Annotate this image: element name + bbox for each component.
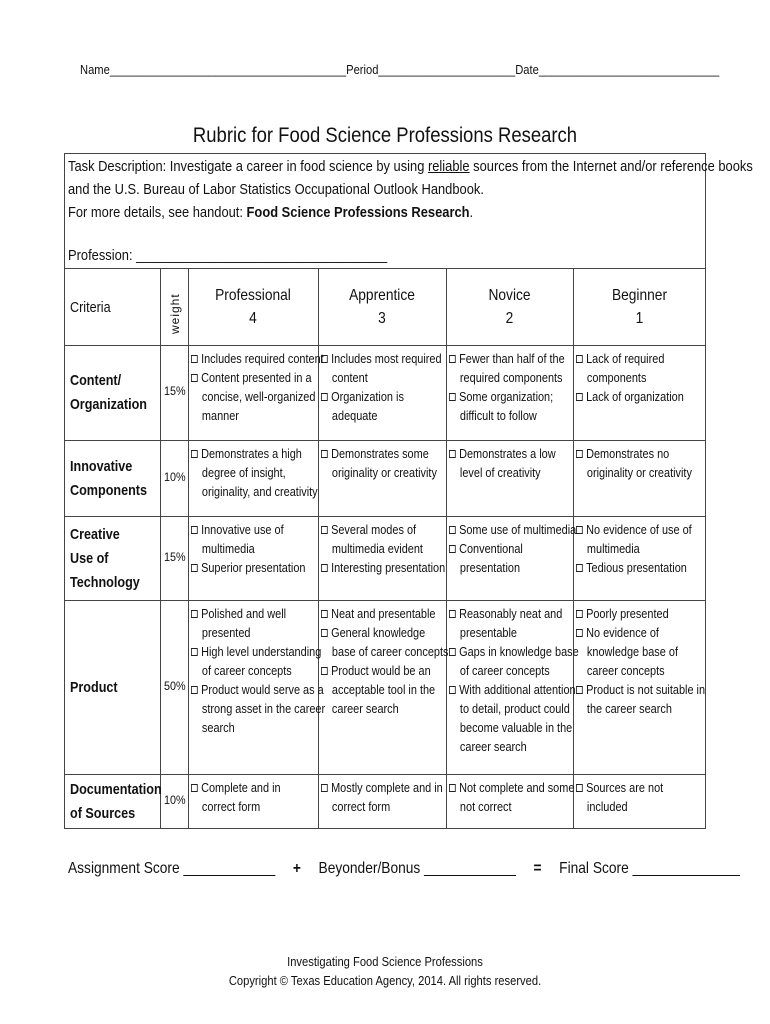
grid-line (188, 268, 189, 829)
assignment-score-field[interactable]: ____________ (183, 860, 276, 877)
criterion-item-line (449, 387, 565, 406)
checkbox-icon[interactable] (449, 450, 456, 458)
criterion-item-line (449, 349, 565, 368)
weight-value: 10% (164, 793, 186, 807)
criterion-text: No evidence of (586, 625, 659, 640)
score-summary (68, 860, 740, 878)
checkbox-icon[interactable] (576, 393, 583, 401)
criterion-text: No evidence of use of (586, 522, 692, 537)
level-name: Beginner (611, 287, 668, 304)
criteria-line: Documentation (70, 781, 162, 798)
level-score: 1 (635, 310, 644, 327)
level-name: Professional (215, 287, 291, 304)
criterion-text: difficult to follow (459, 408, 537, 423)
criterion-text: Innovative use of (201, 522, 284, 537)
criteria-line: Creative (70, 525, 120, 543)
criterion-item-line (576, 642, 705, 661)
rubric-cell (449, 349, 565, 425)
rubric-cell (191, 778, 281, 816)
criterion-text: career search (331, 701, 399, 716)
criterion-text: With additional attention (459, 682, 576, 697)
criterion-text: Demonstrates a low (459, 446, 556, 461)
criterion-text: knowledge base of (586, 644, 678, 659)
rubric-cell (449, 444, 556, 482)
equals-sign: = (533, 860, 542, 877)
criterion-item-line (321, 604, 448, 623)
checkbox-icon[interactable] (191, 374, 198, 382)
rubric-cell (576, 778, 663, 816)
criterion-text: Sources are not (586, 780, 664, 795)
page-title: Rubric for Food Science Professions Research (192, 124, 578, 147)
criterion-item-line (191, 406, 324, 425)
weight-value: 50% (164, 678, 186, 693)
rubric-cell (321, 520, 445, 577)
criteria-label (70, 455, 147, 503)
criterion-item-line (576, 680, 705, 699)
criterion-item-line (576, 520, 692, 539)
checkbox-icon[interactable] (576, 564, 583, 572)
checkbox-icon[interactable] (191, 355, 198, 363)
weight-value: 10% (164, 469, 186, 484)
profession-field[interactable]: ___________________________________ (136, 247, 388, 264)
criterion-text: Content presented in a (201, 370, 312, 385)
criterion-item-line (321, 387, 442, 406)
criterion-text: Demonstrates no (586, 446, 670, 461)
criterion-text: Demonstrates some (331, 446, 429, 461)
criterion-text: of career concepts (459, 663, 550, 678)
task-line-1-suffix: sources from the Internet and/or reference books (469, 158, 753, 175)
criterion-text: the career search (586, 701, 672, 716)
criterion-item-line (449, 680, 579, 699)
criterion-item-line (321, 642, 448, 661)
criterion-text: base of career concepts (331, 644, 449, 659)
criterion-text: Organization is (331, 389, 404, 404)
criterion-item-line (449, 642, 579, 661)
criterion-text: acceptable tool in the (331, 682, 436, 697)
criterion-item-line (191, 558, 306, 577)
criterion-text: Mostly complete and in (331, 780, 443, 795)
criterion-item-line (191, 661, 325, 680)
task-line-3-suffix: . (469, 204, 474, 221)
criteria-label (70, 369, 147, 417)
criterion-item-line (321, 520, 445, 539)
criterion-text: content (331, 370, 368, 385)
level-score: 4 (249, 310, 257, 327)
rubric-cell (191, 520, 306, 577)
criterion-text: multimedia (201, 541, 255, 556)
criterion-item-line (449, 737, 579, 756)
criterion-item-line (191, 699, 325, 718)
checkbox-icon[interactable] (191, 648, 198, 656)
criterion-item-line (449, 623, 579, 642)
criterion-text: strong asset in the career (201, 701, 326, 716)
criterion-item-line (321, 623, 448, 642)
task-line-1 (68, 155, 753, 178)
criterion-text: career concepts (586, 663, 665, 678)
criterion-text: presentable (459, 625, 518, 640)
final-score-field[interactable]: ______________ (632, 860, 740, 877)
checkbox-icon[interactable] (321, 564, 328, 572)
criteria-label (70, 523, 140, 595)
criterion-item-line (576, 539, 692, 558)
criterion-item-line (321, 797, 443, 816)
criterion-item-line (576, 368, 684, 387)
name-field[interactable]: ______________________________________ (109, 62, 347, 77)
criterion-item-line (449, 406, 565, 425)
rubric-cell (191, 604, 325, 737)
level-header-novice (455, 284, 564, 330)
checkbox-icon[interactable] (191, 450, 198, 458)
criterion-item-line (191, 642, 325, 661)
task-line-2: and the U.S. Bureau of Labor Statistics Occupational Outlook Handbook. (68, 181, 484, 198)
checkbox-icon[interactable] (576, 355, 583, 363)
footer-title: Investigating Food Science Professions (287, 954, 483, 969)
criterion-item-line (449, 778, 574, 797)
criteria-line: of Sources (70, 805, 136, 822)
criterion-text: Includes required content (201, 351, 324, 366)
criterion-text: Reasonably neat and (459, 606, 563, 621)
criterion-item-line (191, 444, 318, 463)
criteria-label (70, 778, 162, 826)
criterion-text: Gaps in knowledge base (459, 644, 579, 659)
checkbox-icon[interactable] (321, 667, 328, 675)
criterion-item-line (321, 558, 445, 577)
criterion-item-line (576, 699, 705, 718)
criterion-text: presentation (459, 560, 521, 575)
level-header-apprentice (327, 284, 437, 330)
checkbox-icon[interactable] (321, 610, 328, 618)
criterion-item-line (191, 778, 281, 797)
criterion-text: Product would be an (331, 663, 431, 678)
criterion-item-line (321, 661, 448, 680)
criterion-text: correct form (201, 799, 261, 814)
criterion-text: Some use of multimedia (459, 522, 577, 537)
criterion-item-line (321, 406, 442, 425)
criterion-item-line (321, 699, 448, 718)
criterion-text: correct form (331, 799, 391, 814)
criteria-line: Content/ (70, 372, 122, 389)
criterion-text: components (586, 370, 647, 385)
checkbox-icon[interactable] (191, 526, 198, 534)
criterion-text: Polished and well (201, 606, 287, 621)
criterion-text: Lack of required (586, 351, 665, 366)
criterion-item-line (321, 680, 448, 699)
checkbox-icon[interactable] (449, 393, 456, 401)
criterion-item-line (449, 699, 579, 718)
task-description (68, 155, 753, 224)
level-name: Novice (488, 287, 531, 304)
criterion-item-line (576, 558, 692, 577)
criterion-item-line (449, 718, 579, 737)
criterion-item-line (191, 797, 281, 816)
date-label: Date (515, 62, 539, 77)
criteria-line: Product (70, 678, 118, 696)
rubric-cell (449, 604, 579, 756)
criterion-item-line (191, 623, 325, 642)
assignment-score-label: Assignment Score (68, 860, 180, 877)
task-line-3 (68, 201, 730, 224)
criterion-item-line (576, 661, 705, 680)
criterion-text: General knowledge (331, 625, 426, 640)
rubric-cell (576, 604, 705, 718)
criteria-line: Use of (70, 549, 109, 567)
criterion-text: Tedious presentation (586, 560, 687, 575)
criterion-item-line (576, 463, 692, 482)
criterion-text: Includes most required (331, 351, 442, 366)
criterion-item-line (191, 520, 306, 539)
criterion-text: concise, well-organized (201, 389, 316, 404)
checkbox-icon[interactable] (576, 526, 583, 534)
criterion-item-line (321, 444, 437, 463)
criterion-item-line (191, 718, 325, 737)
checkbox-icon[interactable] (449, 686, 456, 694)
criterion-text: required components (459, 370, 563, 385)
checkbox-icon[interactable] (449, 355, 456, 363)
criterion-text: of career concepts (201, 663, 292, 678)
checkbox-icon[interactable] (191, 564, 198, 572)
checkbox-icon[interactable] (576, 610, 583, 618)
criteria-label (70, 676, 118, 700)
final-score-label: Final Score (559, 860, 629, 877)
rubric-cell (191, 444, 318, 501)
copyright: Copyright © Texas Education Agency, 2014. All rights reserved. (228, 973, 542, 988)
task-line-3-prefix: For more details, see handout: (68, 204, 247, 221)
rubric-cell (321, 349, 442, 425)
criterion-text: become valuable in the (459, 720, 573, 735)
criterion-item-line (191, 539, 306, 558)
checkbox-icon[interactable] (191, 610, 198, 618)
weight-value: 15% (164, 549, 186, 564)
criterion-item-line (449, 558, 576, 577)
criterion-text: Product is not suitable in (586, 682, 706, 697)
rubric-cell (321, 604, 448, 718)
checkbox-icon[interactable] (191, 686, 198, 694)
criterion-text: originality, and creativity (201, 484, 318, 499)
criterion-text: search (201, 720, 235, 735)
handout-title: Food Science Professions Research (246, 204, 470, 221)
checkbox-icon[interactable] (321, 629, 328, 637)
criterion-text: career search (459, 739, 527, 754)
criteria-line: Components (70, 481, 148, 499)
criterion-item-line (191, 387, 324, 406)
grid-line (446, 268, 447, 829)
criterion-item-line (191, 604, 325, 623)
criterion-item-line (449, 368, 565, 387)
checkbox-icon[interactable] (191, 784, 198, 792)
checkbox-icon[interactable] (321, 393, 328, 401)
criterion-text: multimedia (586, 541, 640, 556)
level-name: Apprentice (349, 287, 415, 304)
criterion-text: Poorly presented (586, 606, 669, 621)
criterion-text: not correct (459, 799, 512, 814)
weight-header: weight (168, 293, 182, 334)
criterion-item-line (576, 604, 705, 623)
criterion-text: Superior presentation (201, 560, 306, 575)
rubric-cell (576, 349, 684, 406)
date-field[interactable]: _____________________________ (538, 62, 720, 77)
checkbox-icon[interactable] (321, 355, 328, 363)
criterion-text: Product would serve as a (201, 682, 324, 697)
bonus-label: Beyonder/Bonus (318, 860, 421, 877)
rubric-cell (321, 444, 437, 482)
criteria-line: Innovative (70, 457, 133, 475)
criterion-item-line (449, 604, 579, 623)
reliable-emphasis: reliable (427, 158, 470, 175)
criterion-text: Lack of organization (586, 389, 684, 404)
rubric-cell (191, 349, 324, 425)
criterion-text: Several modes of (331, 522, 417, 537)
criterion-item-line (191, 349, 324, 368)
level-header-beginner (582, 284, 696, 330)
criterion-text: degree of insight, (201, 465, 286, 480)
criterion-text: Complete and in (201, 780, 281, 795)
period-field[interactable]: ______________________ (378, 62, 516, 77)
checkbox-icon[interactable] (321, 526, 328, 534)
checkbox-icon[interactable] (449, 784, 456, 792)
criterion-item-line (191, 368, 324, 387)
criterion-item-line (576, 623, 705, 642)
criterion-text: included (586, 799, 628, 814)
criterion-item-line (449, 444, 556, 463)
criteria-line: Technology (70, 573, 140, 591)
criterion-item-line (321, 349, 442, 368)
weight-value: 15% (164, 384, 186, 398)
footer (54, 952, 716, 990)
period-label: Period (346, 62, 379, 77)
plus-sign: + (292, 860, 301, 877)
criteria-line: Organization (70, 396, 148, 413)
criterion-item-line (191, 482, 318, 501)
criterion-item-line (449, 661, 579, 680)
name-label: Name (80, 62, 110, 77)
checkbox-icon[interactable] (449, 545, 456, 553)
checkbox-icon[interactable] (576, 686, 583, 694)
rubric-cell (321, 778, 443, 816)
criterion-item-line (576, 778, 663, 797)
criterion-text: Fewer than half of the (459, 351, 565, 366)
checkbox-icon[interactable] (321, 784, 328, 792)
grid-line (160, 268, 161, 829)
checkbox-icon[interactable] (321, 450, 328, 458)
criterion-text: manner (201, 408, 239, 423)
criterion-text: multimedia evident (331, 541, 423, 556)
criterion-text: Conventional (459, 541, 523, 556)
rubric-cell (576, 444, 692, 482)
bonus-field[interactable]: ____________ (424, 860, 516, 877)
rubric-cell (576, 520, 692, 577)
criterion-item-line (576, 797, 663, 816)
criterion-item-line (576, 444, 692, 463)
checkbox-icon[interactable] (449, 648, 456, 656)
criterion-item-line (449, 797, 574, 816)
criterion-text: Demonstrates a high (201, 446, 302, 461)
criterion-text: originality or creativity (331, 465, 437, 480)
checkbox-icon[interactable] (449, 610, 456, 618)
level-score: 3 (378, 310, 386, 327)
criterion-text: level of creativity (459, 465, 541, 480)
criterion-item-line (321, 368, 442, 387)
criterion-text: presented (201, 625, 251, 640)
criterion-item-line (321, 778, 443, 797)
criterion-text: Not complete and some (459, 780, 575, 795)
checkbox-icon[interactable] (576, 629, 583, 637)
criterion-item-line (576, 387, 684, 406)
criterion-text: Interesting presentation (331, 560, 446, 575)
criterion-text: High level understanding (201, 644, 322, 659)
criterion-text: Some organization; (459, 389, 554, 404)
criterion-item-line (191, 463, 318, 482)
task-line-1-prefix: Task Description: Investigate a career in food science by using (68, 158, 428, 175)
criterion-text: Neat and presentable (331, 606, 436, 621)
criterion-item-line (449, 463, 556, 482)
criterion-text: originality or creativity (586, 465, 692, 480)
criterion-item-line (191, 680, 325, 699)
criterion-item-line (576, 349, 684, 368)
rubric-cell (449, 520, 576, 577)
student-info-line (80, 62, 720, 77)
checkbox-icon[interactable] (576, 450, 583, 458)
checkbox-icon[interactable] (449, 526, 456, 534)
criterion-item-line (321, 539, 445, 558)
checkbox-icon[interactable] (576, 784, 583, 792)
rubric-cell (449, 778, 574, 816)
criterion-text: adequate (331, 408, 378, 423)
criterion-item-line (449, 539, 576, 558)
level-header-professional (197, 284, 309, 330)
profession-label: Profession: (68, 247, 133, 264)
criterion-item-line (449, 520, 576, 539)
level-score: 2 (505, 310, 514, 327)
criterion-text: to detail, product could (459, 701, 570, 716)
profession-line (68, 247, 387, 264)
criterion-item-line (321, 463, 437, 482)
criteria-header: Criteria (70, 299, 111, 316)
